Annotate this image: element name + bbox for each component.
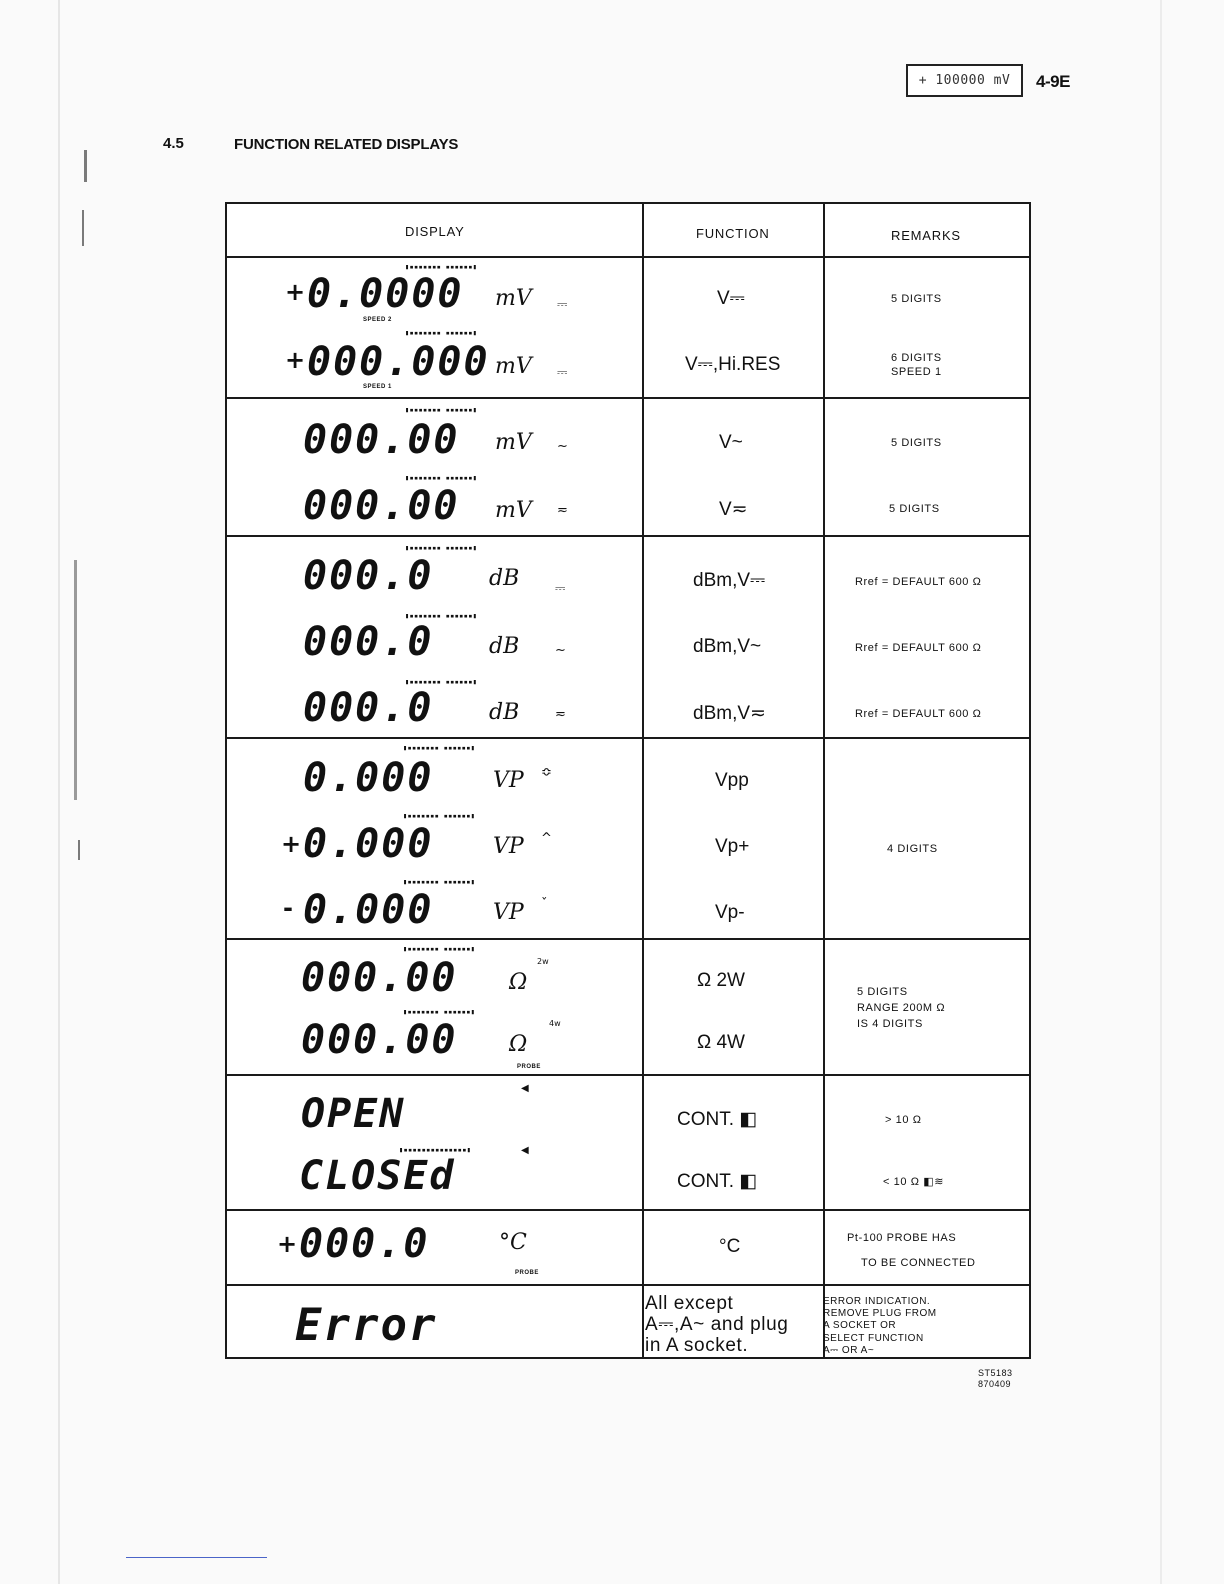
column-divider bbox=[823, 204, 825, 1357]
speed-annunciator: SPEED 2 bbox=[363, 317, 392, 323]
remarks-text: < 10 Ω ◧≋ bbox=[883, 1176, 945, 1188]
dc-annunciator: ⎓ bbox=[557, 365, 568, 380]
function-label: Ω 4W bbox=[697, 1032, 745, 1053]
page-edge-right bbox=[1160, 0, 1162, 1584]
function-label: dBm,V~ bbox=[693, 636, 762, 657]
function-label: Vpp bbox=[715, 770, 749, 791]
unit-label: dB bbox=[489, 700, 520, 725]
bargraph: ▮▪▪▪▪▪▪▪ ▪▪▪▪▪▪▮ bbox=[405, 612, 478, 620]
ac-annunciator: ~ bbox=[557, 439, 568, 454]
unit-label: dB bbox=[489, 634, 520, 659]
scan-mark bbox=[82, 210, 84, 246]
row-divider bbox=[227, 1284, 1029, 1286]
section-number: 4.5 bbox=[163, 135, 184, 152]
function-label: Ω 2W bbox=[697, 970, 745, 991]
remarks-text: RANGE 200M Ω bbox=[857, 1002, 946, 1014]
scan-mark bbox=[78, 840, 80, 860]
function-label: V≂ bbox=[719, 499, 748, 520]
unit-label: mV bbox=[495, 286, 532, 311]
remarks-text: SPEED 1 bbox=[891, 366, 942, 378]
bargraph: ▮▪▪▪▪▪▪▪ ▪▪▪▪▪▪▮ bbox=[405, 329, 478, 337]
bargraph: ▮▪▪▪▪▪▪▪ ▪▪▪▪▪▪▮ bbox=[405, 678, 478, 686]
ohm-symbol: Ω bbox=[509, 970, 528, 995]
remarks-text: IS 4 DIGITS bbox=[857, 1018, 923, 1030]
bargraph: ▮▪▪▪▪▪▪▪ ▪▪▪▪▪▪▮ bbox=[405, 474, 478, 482]
remarks-text: Pt-100 PROBE HAS bbox=[847, 1232, 957, 1244]
page-number: 4-9E bbox=[1036, 72, 1070, 91]
function-label: CONT. ◧ bbox=[677, 1109, 758, 1130]
remarks-text: TO BE CONNECTED bbox=[861, 1257, 976, 1269]
peak-annunciator: ≎ bbox=[541, 765, 552, 780]
peak-annunciator: ^ bbox=[541, 831, 552, 846]
lcd-digits: 000.0 bbox=[299, 1221, 430, 1267]
bargraph: ▮▪▪▪▪▪▪▪ ▪▪▪▪▪▪▮ bbox=[403, 878, 476, 886]
remarks-text: 5 DIGITS bbox=[891, 437, 942, 449]
lcd-digits: 0.000 bbox=[303, 755, 434, 801]
row-divider bbox=[227, 256, 1029, 258]
function-label: CONT. ◧ bbox=[677, 1171, 758, 1192]
remarks-text: 5 DIGITS bbox=[889, 503, 940, 515]
dc-annunciator: ⎓ bbox=[557, 297, 568, 312]
row-divider bbox=[227, 938, 1029, 940]
bargraph: ▮▪▪▪▪▪▪▪▪▪▪▪▪▪▪▮ bbox=[399, 1146, 472, 1154]
bargraph: ▮▪▪▪▪▪▪▪ ▪▪▪▪▪▪▮ bbox=[403, 945, 476, 953]
remarks-text: 6 DIGITS bbox=[891, 352, 942, 364]
lcd-digits: 000.00 bbox=[301, 1017, 458, 1063]
remarks-text: REMOVE PLUG FROM bbox=[823, 1308, 937, 1319]
lcd-digits: 000.0 bbox=[303, 553, 434, 599]
remarks-text: A SOCKET OR bbox=[823, 1320, 897, 1331]
function-label: V~ bbox=[719, 432, 743, 453]
four-wire-annunciator: 4w bbox=[549, 1019, 561, 1028]
function-text: All except bbox=[645, 1293, 734, 1314]
row-divider bbox=[227, 1209, 1029, 1211]
row-divider bbox=[227, 397, 1029, 399]
page-edge-left bbox=[58, 0, 60, 1584]
lcd-digits: 0.000 bbox=[303, 887, 434, 933]
function-text: in A socket. bbox=[645, 1335, 749, 1356]
remarks-text: Rref = DEFAULT 600 Ω bbox=[855, 642, 982, 654]
unit-label: VP bbox=[493, 900, 524, 925]
document-code bbox=[978, 1368, 1013, 1390]
lcd-text: Error bbox=[295, 1300, 438, 1351]
remarks-text: A⎓ OR A~ bbox=[823, 1345, 875, 1356]
acdc-annunciator: ≂ bbox=[555, 707, 566, 722]
lcd-sign: + bbox=[281, 830, 302, 858]
unit-label: mV bbox=[495, 430, 532, 455]
function-label: dBm,V≂ bbox=[693, 703, 766, 724]
header-lcd-badge: + 100000 mV bbox=[906, 64, 1023, 97]
document-code-line: ST5183 bbox=[978, 1368, 1013, 1378]
remarks-text: Rref = DEFAULT 600 Ω bbox=[855, 576, 982, 588]
column-header-remarks: REMARKS bbox=[891, 228, 961, 243]
dc-annunciator: ⎓ bbox=[555, 581, 566, 596]
scan-mark bbox=[84, 150, 87, 182]
lcd-digits: 000.000 bbox=[307, 339, 490, 385]
scan-link-underline bbox=[126, 1557, 267, 1558]
row-divider bbox=[227, 535, 1029, 537]
ac-annunciator: ~ bbox=[555, 643, 566, 658]
lcd-digits: 000.00 bbox=[303, 483, 460, 529]
remarks-text: 5 DIGITS bbox=[891, 293, 942, 305]
row-divider bbox=[227, 737, 1029, 739]
column-header-display: DISPLAY bbox=[405, 224, 465, 239]
function-label: dBm,V⎓ bbox=[693, 570, 766, 591]
function-text: A⎓,A~ and plug bbox=[645, 1314, 789, 1335]
beeper-annunciator: ◀ bbox=[521, 1083, 529, 1094]
bargraph: ▮▪▪▪▪▪▪▪ ▪▪▪▪▪▪▮ bbox=[403, 744, 476, 752]
bargraph: ▮▪▪▪▪▪▪▪ ▪▪▪▪▪▪▮ bbox=[403, 812, 476, 820]
lcd-sign: + bbox=[277, 1230, 298, 1258]
remarks-text: 5 DIGITS bbox=[857, 986, 908, 998]
function-label: V⎓,Hi.RES bbox=[685, 354, 781, 375]
beeper-annunciator: ◀ bbox=[521, 1145, 529, 1156]
ohm-symbol: Ω bbox=[509, 1032, 528, 1057]
lcd-digits: 000.0 bbox=[303, 685, 434, 731]
column-header-function: FUNCTION bbox=[696, 226, 770, 241]
peak-annunciator: ˇ bbox=[541, 897, 548, 912]
function-label: V⎓ bbox=[717, 288, 745, 309]
remarks-text: 4 DIGITS bbox=[887, 843, 938, 855]
lcd-text: OPEN bbox=[301, 1091, 406, 1137]
lcd-text: CLOSEd bbox=[299, 1153, 456, 1199]
lcd-digits: 0.0000 bbox=[307, 271, 464, 317]
remarks-text: > 10 Ω bbox=[885, 1114, 922, 1126]
function-label: °C bbox=[719, 1236, 741, 1257]
scan-mark bbox=[74, 560, 77, 800]
section-title: FUNCTION RELATED DISPLAYS bbox=[234, 136, 459, 153]
lcd-digits: 000.00 bbox=[301, 955, 458, 1001]
bargraph: ▮▪▪▪▪▪▪▪ ▪▪▪▪▪▪▮ bbox=[405, 263, 478, 271]
unit-label: mV bbox=[495, 498, 532, 523]
document-code-line: 870409 bbox=[978, 1379, 1012, 1389]
unit-label: VP bbox=[493, 834, 524, 859]
lcd-sign: + bbox=[285, 346, 306, 374]
lcd-digits: 0.000 bbox=[303, 821, 434, 867]
celsius-symbol: °C bbox=[499, 1230, 527, 1255]
bargraph: ▮▪▪▪▪▪▪▪ ▪▪▪▪▪▪▮ bbox=[403, 1008, 476, 1016]
two-wire-annunciator: 2w bbox=[537, 957, 549, 966]
lcd-sign: + bbox=[285, 278, 306, 306]
acdc-annunciator: ≂ bbox=[557, 503, 568, 518]
lcd-sign: - bbox=[283, 894, 293, 922]
remarks-text: Rref = DEFAULT 600 Ω bbox=[855, 708, 982, 720]
unit-label: mV bbox=[495, 354, 532, 379]
function-displays-table bbox=[225, 202, 1031, 1359]
lcd-digits: 000.0 bbox=[303, 619, 434, 665]
row-divider bbox=[227, 1074, 1029, 1076]
bargraph: ▮▪▪▪▪▪▪▪ ▪▪▪▪▪▪▮ bbox=[405, 544, 478, 552]
remarks-text: ERROR INDICATION. bbox=[823, 1296, 931, 1307]
probe-annunciator: PROBE bbox=[517, 1064, 541, 1070]
function-label: Vp+ bbox=[715, 836, 750, 857]
function-label: Vp- bbox=[715, 902, 745, 923]
unit-label: VP bbox=[493, 768, 524, 793]
bargraph: ▮▪▪▪▪▪▪▪ ▪▪▪▪▪▪▮ bbox=[405, 406, 478, 414]
column-divider bbox=[642, 204, 644, 1357]
speed-annunciator: SPEED 1 bbox=[363, 384, 392, 390]
remarks-text: SELECT FUNCTION bbox=[823, 1333, 924, 1344]
unit-label: dB bbox=[489, 566, 520, 591]
probe-annunciator: PROBE bbox=[515, 1270, 539, 1276]
lcd-digits: 000.00 bbox=[303, 417, 460, 463]
